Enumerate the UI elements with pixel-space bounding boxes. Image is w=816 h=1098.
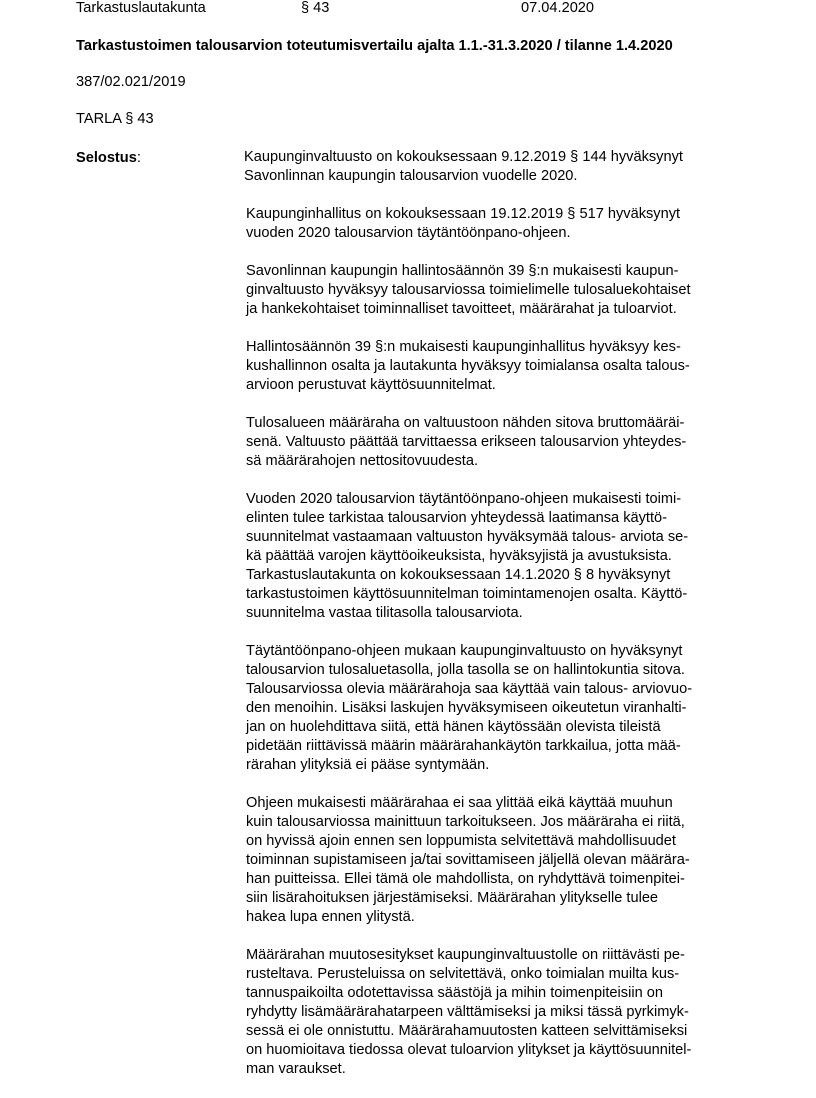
selostus-body bbox=[246, 148, 746, 1098]
paragraph: Kaupunginhallitus on kokouksessaan 19.12.2019 § 517 hyväksynyt vuoden 2020 talousarvion täytäntöönpano-ohjeen. bbox=[246, 206, 681, 241]
selostus-label-text: Selostus bbox=[76, 150, 137, 166]
document-reference: TARLA § 43 bbox=[76, 111, 154, 127]
header-date: 07.04.2020 bbox=[521, 0, 595, 16]
header-section: § 43 bbox=[301, 0, 330, 16]
paragraph: Määrärahan muutosesitykset kaupunginvaltuustolle on riittävästi pe- rusteltava. Perusteluissa on selvitettävä, onko toimialan muilta kus- tannuspaikoilta odotettavissa säästöjä ja mihin toimenpiteisiin on ryhdytty lisämäärärahatarpeen välttämiseksi ja miksi tässä pyrkimyk- sessä ei ole onnistuttu. Määrärahamuutosten katteen selvittämiseksi on huomioitava tiedossa olevat tuloarvion ylitykset ja käyttösuunnitel- man varaukset. bbox=[246, 947, 692, 1077]
document-title: Tarkastustoimen talousarvion toteutumisvertailu ajalta 1.1.-31.3.2020 / tilanne 1.4.2020 bbox=[76, 38, 673, 54]
document-number: 387/02.021/2019 bbox=[76, 74, 186, 90]
selostus-label bbox=[76, 150, 141, 166]
paragraph: Ohjeen mukaisesti määrärahaa ei saa ylittää eikä käyttää muuhun kuin talousarviossa mainittuun tarkoitukseen. Jos määräraha ei riitä, on hyvissä ajoin ennen sen loppumista selvitettävä mahdollisuudet toiminnan supistamiseen ja/tai sovittamiseen jäljellä olevan määrära- han puitteissa. Ellei tämä ole mahdollista, on ryhdyttävä toimenpitei- siin lisärahoituksen järjestämiseksi. Määrärahan ylitykselle tulee hakea lupa ennen ylitystä. bbox=[246, 795, 690, 925]
paragraph: Hallintosäännön 39 §:n mukaisesti kaupunginhallitus hyväksyy kes- kushallinnon osalta ja lautakunta hyväksyy toimialansa osalta talous- arvioon perustuvat käyttösuunnitelmat. bbox=[246, 339, 690, 393]
paragraph: Kaupunginvaltuusto on kokouksessaan 9.12.2019 § 144 hyväksynyt Savonlinnan kaupungin talousarvion vuodelle 2020. bbox=[244, 149, 683, 184]
header-org: Tarkastuslautakunta bbox=[76, 0, 206, 16]
paragraph: Vuoden 2020 talousarvion täytäntöönpano-ohjeen mukaisesti toimi- elinten tulee tarkistaa talousarvion yhteydessä laatimansa käyttö- suunnitelmat vastaamaan valtuuston hyväksymää talous- arviota se- kä päättää varojen käyttöoikeuksista, hyväksyjistä ja avustuksista. Tarkastuslautakunta on kokouksessaan 14.1.2020 § 8 hyväksynyt tarkastustoimen käyttösuunnitelman toimintamenojen osalta. Käyttö- suunnitelma vastaa tilitasolla talousarviota. bbox=[246, 491, 689, 621]
paragraph: Tulosalueen määräraha on valtuustoon nähden sitova bruttomääräi- senä. Valtuusto päättää tarvittaessa erikseen talousarvion yhteydes- sä määrärahojen nettositovuudesta. bbox=[246, 415, 687, 469]
paragraph: Täytäntöönpano-ohjeen mukaan kaupunginvaltuusto on hyväksynyt talousarvion tulosaluetasolla, jolla tasolla se on hallintokuntia sitova. Talousarviossa olevia määrärahoja saa käyttää vain talous- arviovuo- den menoihin. Lisäksi laskujen hyväksymiseen oikeutetun viranhalti- jan on huolehdittava siitä, että hänen käytössään olevista tileistä pidetään riittävissä määrin määrärahankäytön tarkkailua, jotta mää- rärahan ylityksiä ei pääse syntymään. bbox=[246, 643, 693, 773]
selostus-label-colon: : bbox=[136, 150, 141, 166]
paragraph: Savonlinnan kaupungin hallintosäännön 39 §:n mukaisesti kaupun- ginvaltuusto hyväksyy talousarviossa toimielimelle tulosaluekohtaiset ja hankekohtaiset toiminnalliset tavoitteet, määrärahat ja tuloarviot. bbox=[246, 263, 691, 317]
